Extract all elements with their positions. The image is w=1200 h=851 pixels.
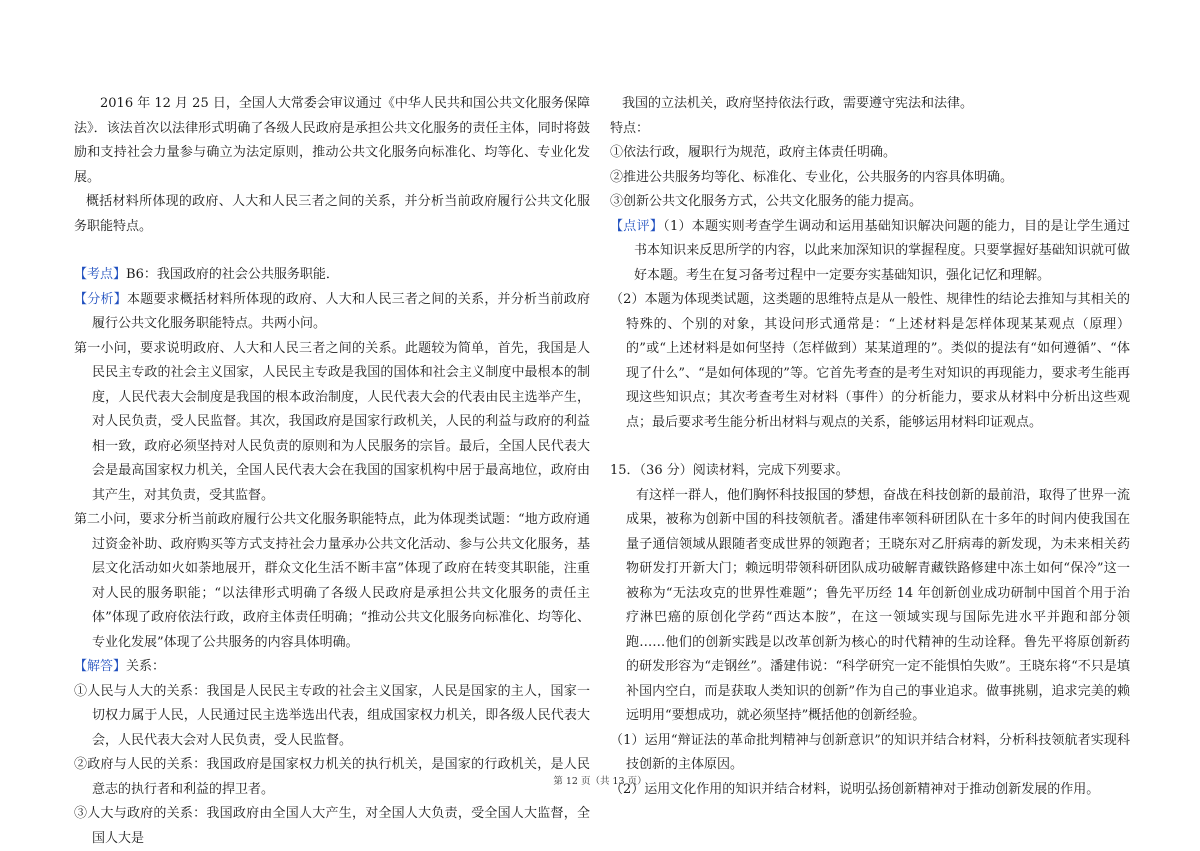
- question-15-sub-1: （1）运用“辩证法的革命批判精神与创新意识”的知识并结合材料，分析科技领航者实现科技创新的主体原因。: [610, 732, 1130, 772]
- dianping-text-1: （1）本题实则考查学生调动和运用基础知识解决问题的能力，目的是让学生通过书本知识来反思所学的内容，以此来加深知识的掌握程度。只要掌握好基础知识就可做好本题。考生在复习备考过程中一定要夯实基础知识，强化记忆和理解。: [634, 218, 1130, 283]
- question-15-material: [610, 484, 1130, 729]
- fenxi-tag: 【分析】: [74, 291, 127, 307]
- question-15-sub-2: （2）运用文化作用的知识并结合材料，说明弘扬创新精神对于推动创新发展的作用。: [610, 781, 1100, 797]
- question-15-material-text: 有这样一群人，他们胸怀科技报国的梦想，奋战在科技创新的最前沿，取得了世界一流成果，被称为创新中国的科技领航者。潘建伟率领科研团队在十多年的时间内使我国在量子通信领域从跟随者变成世界的领跑者；王晓东对乙肝病毒的新发现，为未来相关药物研发打开新大门；赖远明带领科研团队成功破解青藏铁路修建中冻土如何“保冷”这一被称为“无法攻克的世界性难题”；鲁先平历经 14 年创新创业成功研制中国首个用于治疗淋巴癌的原创化学药“西达本胺”，在这一领域实现与国际先进水平并跑和部分领跑……他们的创新实践是以改革创新为核心的时代精神的生动诠释。鲁先平将原创新药的研发形容为“走钢丝”。潘建伟说：“科学研究一定不能惧怕失败”。王晓东将“不只是填补国内空白，而是获取人类知识的创新”作为自己的事业追求。做事挑剔，追求完美的赖远明用“要想成功，就必须坚持”概括他的创新经验。: [626, 487, 1131, 723]
- question-15-heading: 15．（36 分）阅读材料，完成下列要求。: [610, 463, 849, 478]
- jieda-tag: 【解答】: [74, 659, 127, 674]
- second-question-analysis: 第二小问，要求分析当前政府履行公共文化服务职能特点，此为体现类试题：“地方政府通过资金补助、政府购买等方式支持社会力量承办公共文化活动、参与公共文化服务，基层文化活动如火如荼地展开，群众文化生活不断丰富”体现了政府在转变其职能，注重对人民的服务职能；“以法律形式明确了各级人民政府是承担公共文化服务的责任主体”体现了政府依法行政，政府主体责任明确；“推动公共文化服务向标准化、均等化、专业化发展”体现了公共服务的内容具体明确。: [74, 512, 590, 650]
- spacer: [610, 435, 1130, 459]
- feature-item-1: ①依法行政，履职行为规范，政府主体责任明确。: [610, 145, 897, 160]
- dianping-tag: 【点评】: [610, 218, 664, 234]
- spacer: [74, 239, 590, 263]
- material-question: 概括材料所体现的政府、人大和人民三者之间的关系，并分析当前政府履行公共文化服务职能特点。: [74, 194, 590, 234]
- relation-item-3: ③人大与政府的关系：我国政府由全国人大产生，对全国人大负责，受全国人大监督，全国人大是: [74, 806, 590, 846]
- dianping-paragraph-1: [610, 215, 1130, 289]
- feature-item-2: ②推进公共服务均等化、标准化、专业化，公共服务的内容具体明确。: [610, 169, 1014, 185]
- fenxi-text: 本题要求概括材料所体现的政府、人大和人民三者之间的关系，并分析当前政府履行公共文化服务职能特点。共两小问。: [92, 291, 590, 331]
- feature-item-3: ③创新公共文化服务方式，公共文化服务的能力提高。: [610, 194, 923, 209]
- material-paragraph-1: 2016 年 12 月 25 日，全国人大常委会审议通过《中华人民共和国公共文化服务保障法》．该法首次以法律形式明确了各级人民政府是承担公共文化服务的责任主体，同时将鼓励和支持社会力量参与确立为法定原则，推动公共文化服务向标准化、均等化、专业化发展。: [74, 96, 590, 185]
- left-column: [74, 92, 590, 851]
- kaodian-text: B6：我国政府的社会公共服务职能．: [126, 267, 339, 282]
- features-label: 特点：: [610, 120, 650, 136]
- jieda-line: [74, 655, 590, 680]
- relation-item-3-continued: 我国的立法机关，政府坚持依法行政，需要遵守宪法和法律。: [622, 96, 974, 111]
- jieda-text: 关系：: [126, 659, 166, 674]
- right-column: [610, 92, 1130, 802]
- first-question-analysis: 第一小问，要求说明政府、人大和人民三者之间的关系。此题较为简单，首先，我国是人民民主专政的社会主义国家，人民民主专政是我国的国体和社会主义制度中最根本的制度，人民代表大会制度是我国的根本政治制度，人民代表大会的代表由民主选举产生，对人民负责，受人民监督。其次，我国政府是国家行政机关，人民的利益与政府的利益相一致，政府必须坚持对人民负责的原则和为人民服务的宗旨。最后，全国人民代表大会是最高国家权力机关，全国人民代表大会在我国的国家机构中居于最高地位，政府由其产生，对其负责，受其监督。: [74, 340, 590, 503]
- kaodian-line: [74, 263, 590, 288]
- fenxi-paragraph: [74, 288, 590, 337]
- dianping-paragraph-2: （2）本题为体现类试题，这类题的思维特点是从一般性、规律性的结论去推知与其相关的特殊的、个别的对象，其设问形式通常是：“上述材料是怎样体现某某观点（原理）的”或“上述材料是如何坚持（怎样做到）某某道理的”。类似的提法有“如何遵循”、“体现了什么”、“是如何体现的”等。它首先考查的是考生对知识的再现能力，要求考生能再现这些知识点；其次考查考生对材料（事件）的分析能力，要求从材料中分析出这些观点；最后要求考生能分析出材料与观点的关系，能够运用材料印证观点。: [610, 292, 1130, 430]
- relation-item-1: ①人民与人大的关系：我国是人民民主专政的社会主义国家，人民是国家的主人，国家一切权力属于人民，人民通过民主选举选出代表，组成国家权力机关，即各级人民代表大会，人民代表大会对人民负责，受人民监督。: [74, 683, 590, 748]
- kaodian-tag: 【考点】: [74, 267, 127, 282]
- relation-item-2: ②政府与人民的关系：我国政府是国家权力机关的执行机关，是国家的行政机关，是人民意志的执行者和利益的捍卫者。: [74, 757, 590, 797]
- page-footer: 第 12 页（共 13 页）: [553, 776, 647, 787]
